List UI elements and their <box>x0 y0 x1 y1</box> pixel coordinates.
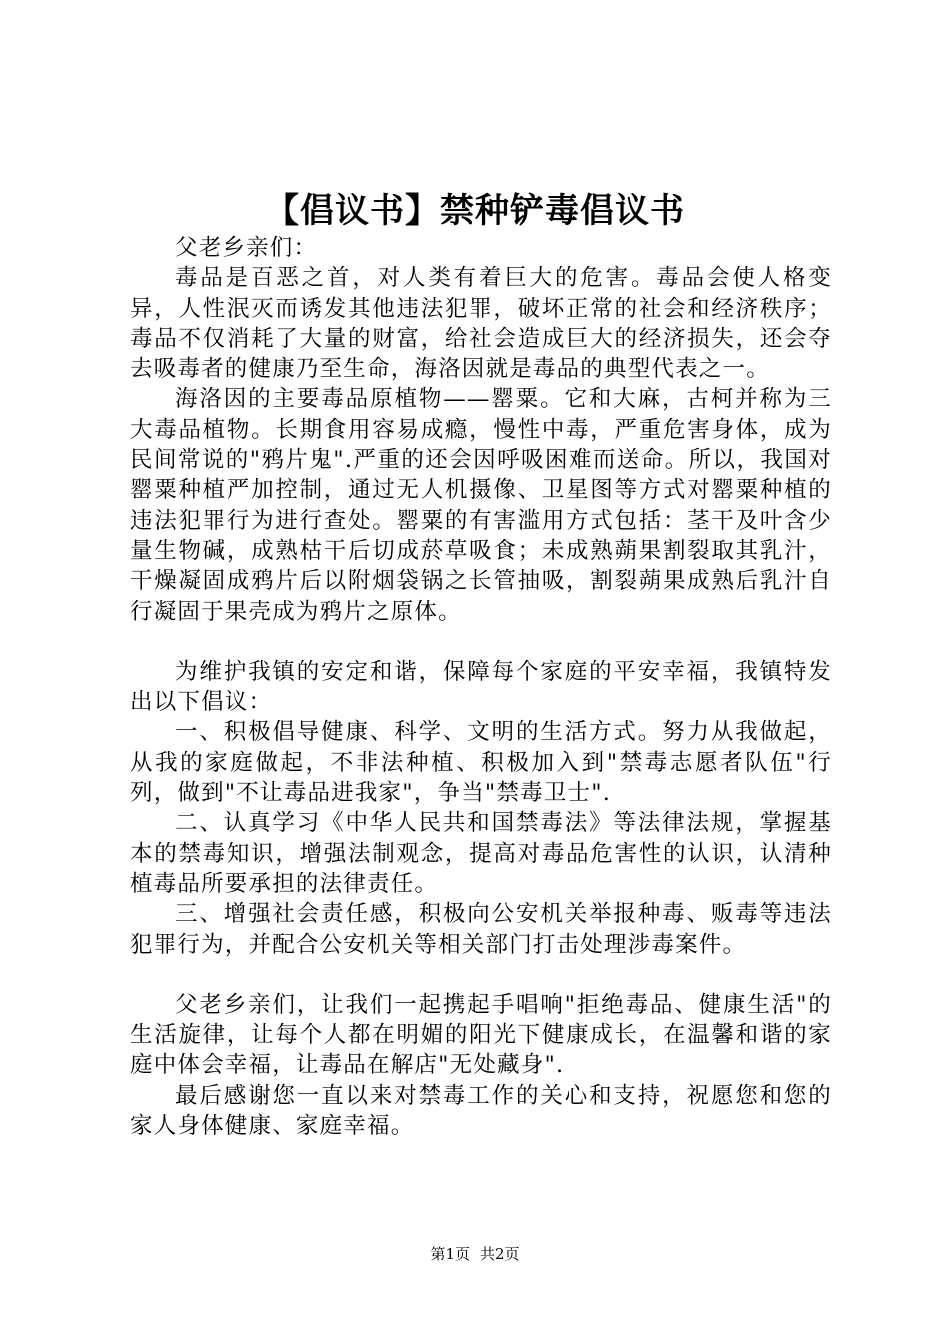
paragraph-initiative-intro: 为维护我镇的安定和谐，保障每个家庭的平安幸福，我镇特发出以下倡议： <box>130 658 832 716</box>
document-body <box>130 233 832 1141</box>
paragraph-poppy: 海洛因的主要毒品原植物——罂粟。它和大麻，古柯并称为三大毒品植物。长期食用容易成瘾，慢性中毒，严重危害身体，成为民间常说的"鸦片鬼".严重的还会因呼吸困难而送命。所以，我国对罂粟种植严加控制，通过无人机摄像、卫星图等方式对罂粟种植的违法犯罪行为进行查处。罂粟的有害滥用方式包括：茎干及叶含少量生物碱，成熟枯干后切成菸草吸食；未成熟蒴果割裂取其乳汁，干燥凝固成鸦片后以附烟袋锅之长管抽吸，割裂蒴果成熟后乳汁自行凝固于果壳成为鸦片之原体。 <box>130 386 832 625</box>
paragraph-initiative-three: 三、增强社会责任感，积极向公安机关举报种毒、贩毒等违法犯罪行为，并配合公安机关等相关部门打击处理涉毒案件。 <box>130 901 832 958</box>
paragraph-initiative-two: 二、认真学习《中华人民共和国禁毒法》等法律法规，掌握基本的禁毒知识，增强法制观念，提高对毒品危害性的认识，认清种植毒品所要承担的法律责任。 <box>130 810 832 897</box>
paragraph-call-to-action: 父老乡亲们，让我们一起携起手唱响"拒绝毒品、健康生活"的生活旋律，让每个人都在明媚的阳光下健康成长，在温馨和谐的家庭中体会幸福，让毒品在解店"无处藏身". <box>130 991 832 1079</box>
paragraph-closing: 最后感谢您一直以来对禁毒工作的关心和支持，祝愿您和您的家人身体健康、家庭幸福。 <box>130 1082 832 1140</box>
paragraph-initiative-one: 一、积极倡导健康、科学、文明的生活方式。努力从我做起，从我的家庭做起，不非法种植、积极加入到"禁毒志愿者队伍"行列，做到"不让毒品进我家"，争当"禁毒卫士". <box>130 719 832 807</box>
paragraph-drug-harm: 毒品是百恶之首，对人类有着巨大的危害。毒品会使人格变异，人性泯灭而诱发其他违法犯罪，破坏正常的社会和经济秩序；毒品不仅消耗了大量的财富，给社会造成巨大的经济损失，还会夺去吸毒者的健康乃至生命，海洛因就是毒品的典型代表之一。 <box>130 265 832 383</box>
salutation: 父老乡亲们： <box>175 235 318 261</box>
document-title: 【倡议书】禁种铲毒倡议书 <box>265 191 685 231</box>
page-number-total: 共2页 <box>480 1245 520 1263</box>
page-number-current: 第1页 <box>430 1245 470 1263</box>
page-footer <box>0 1244 950 1264</box>
